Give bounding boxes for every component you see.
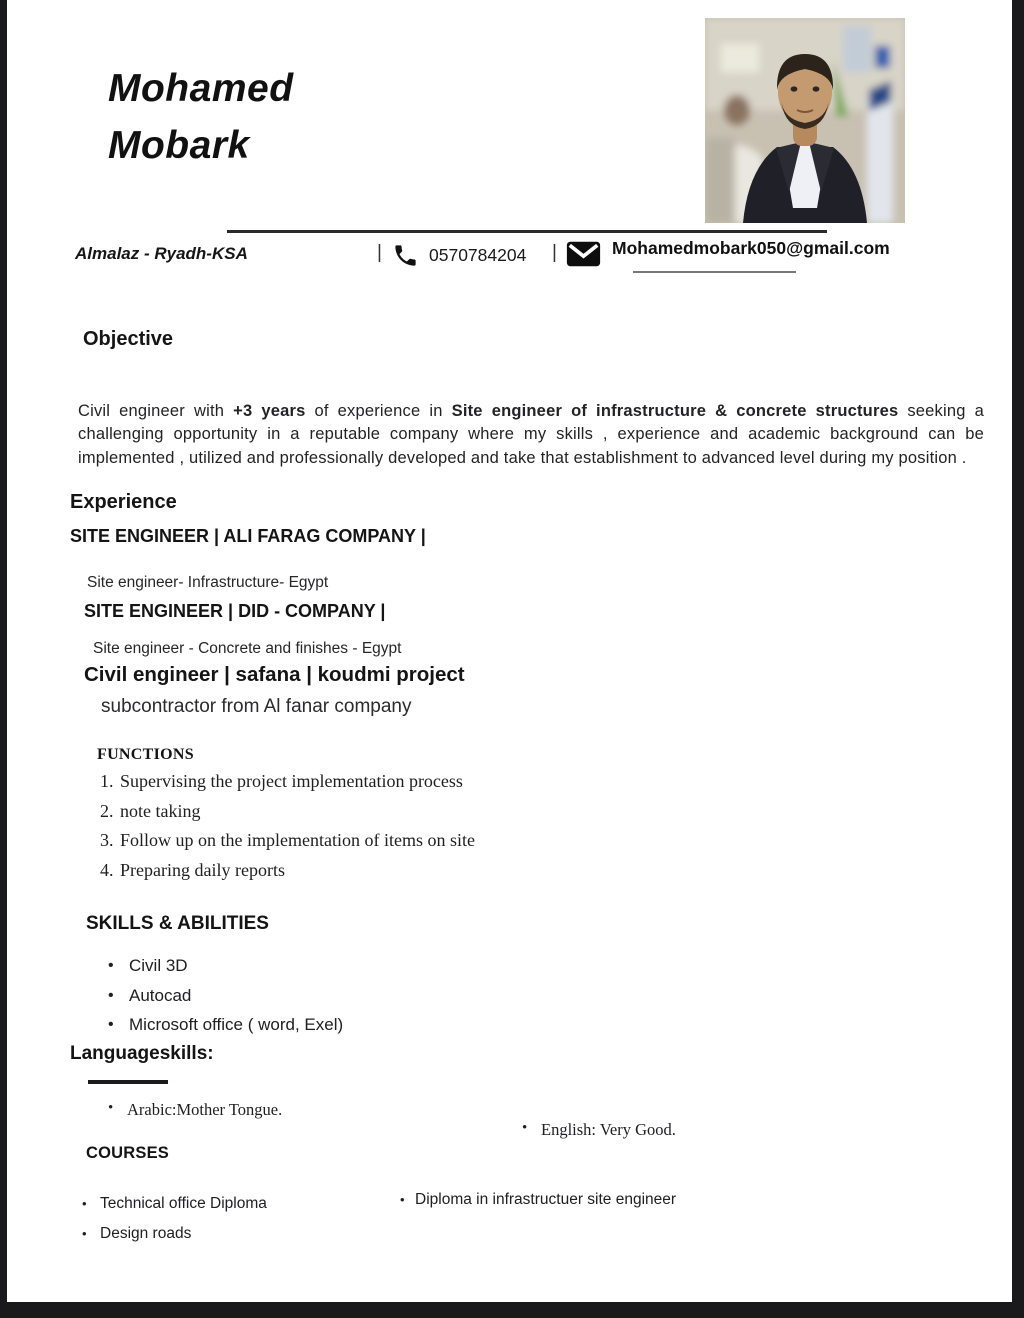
languages-heading: Languageskills: <box>70 1043 214 1064</box>
job-title: SITE ENGINEER | DID - COMPANY | <box>84 601 386 621</box>
profile-photo <box>705 18 905 223</box>
objective-text: Civil engineer with <box>78 401 234 420</box>
language-item: • Arabic:Mother Tongue. <box>108 1100 1024 1120</box>
function-item: 4. Preparing daily reports <box>118 856 475 886</box>
email-link[interactable]: Mohamedmobark050@gmail.com <box>612 238 890 258</box>
course-item: • Design roads <box>82 1219 267 1249</box>
objective-paragraph <box>78 400 984 471</box>
function-item: 2. note taking <box>118 797 475 827</box>
profile-photo-illustration <box>705 18 905 223</box>
languages-heading-underline <box>88 1080 168 1084</box>
course-item: • Diploma in infrastructuer site engineer <box>400 1185 676 1215</box>
courses-list-column1 <box>82 1189 267 1249</box>
courses-list-column2 <box>400 1185 676 1215</box>
objective-bold-role: Site engineer of infrastructure & concrete structures <box>451 401 899 420</box>
job-title: SITE ENGINEER | ALI FARAG COMPANY | <box>70 526 426 546</box>
experience-heading: Experience <box>70 491 177 513</box>
phone-number: 0570784204 <box>429 245 527 265</box>
phone-icon <box>392 242 419 269</box>
functions-heading: FUNCTIONS <box>97 746 194 763</box>
contact-separator: | <box>552 242 557 263</box>
contact-separator: | <box>377 242 382 263</box>
candidate-first-name: Mohamed <box>108 67 294 110</box>
course-item: • Technical office Diploma <box>82 1189 267 1219</box>
location-text: Almalaz - Ryadh-KSA <box>75 244 248 263</box>
skill-item: • Civil 3D <box>108 951 343 981</box>
candidate-last-name: Mobark <box>108 124 250 167</box>
job-subtitle: Site engineer- Infrastructure- Egypt <box>87 574 329 591</box>
language-item: • English: Very Good. <box>522 1120 1024 1140</box>
objective-text: seeking a challenging opportunity in a reputable company where my skills , experience and academic background can be implemented , utilized and professionally developed and take that establishment to advanced level during my position . <box>78 401 984 467</box>
objective-text: of experience in <box>305 401 452 420</box>
objective-bold-years: +3 years <box>233 401 306 420</box>
job-subtitle: subcontractor from Al fanar company <box>101 696 412 717</box>
skills-heading: SKILLS & ABILITIES <box>86 913 269 934</box>
email-underline <box>633 271 796 273</box>
candidate-name <box>108 60 294 174</box>
envelope-icon <box>566 241 601 267</box>
job-title: Civil engineer | safana | koudmi project <box>84 663 465 686</box>
function-item: 3. Follow up on the implementation of items on site <box>118 826 475 856</box>
header-divider <box>227 230 827 233</box>
function-item: 1. Supervising the project implementation process <box>118 767 475 797</box>
skill-item: • Microsoft office ( word, Exel) <box>108 1010 343 1040</box>
objective-heading: Objective <box>83 328 174 350</box>
functions-list <box>92 767 475 885</box>
job-subtitle: Site engineer - Concrete and finishes - Egypt <box>93 640 402 657</box>
courses-heading: COURSES <box>86 1144 169 1162</box>
skill-item: • Autocad <box>108 981 343 1011</box>
skills-list <box>108 951 343 1040</box>
